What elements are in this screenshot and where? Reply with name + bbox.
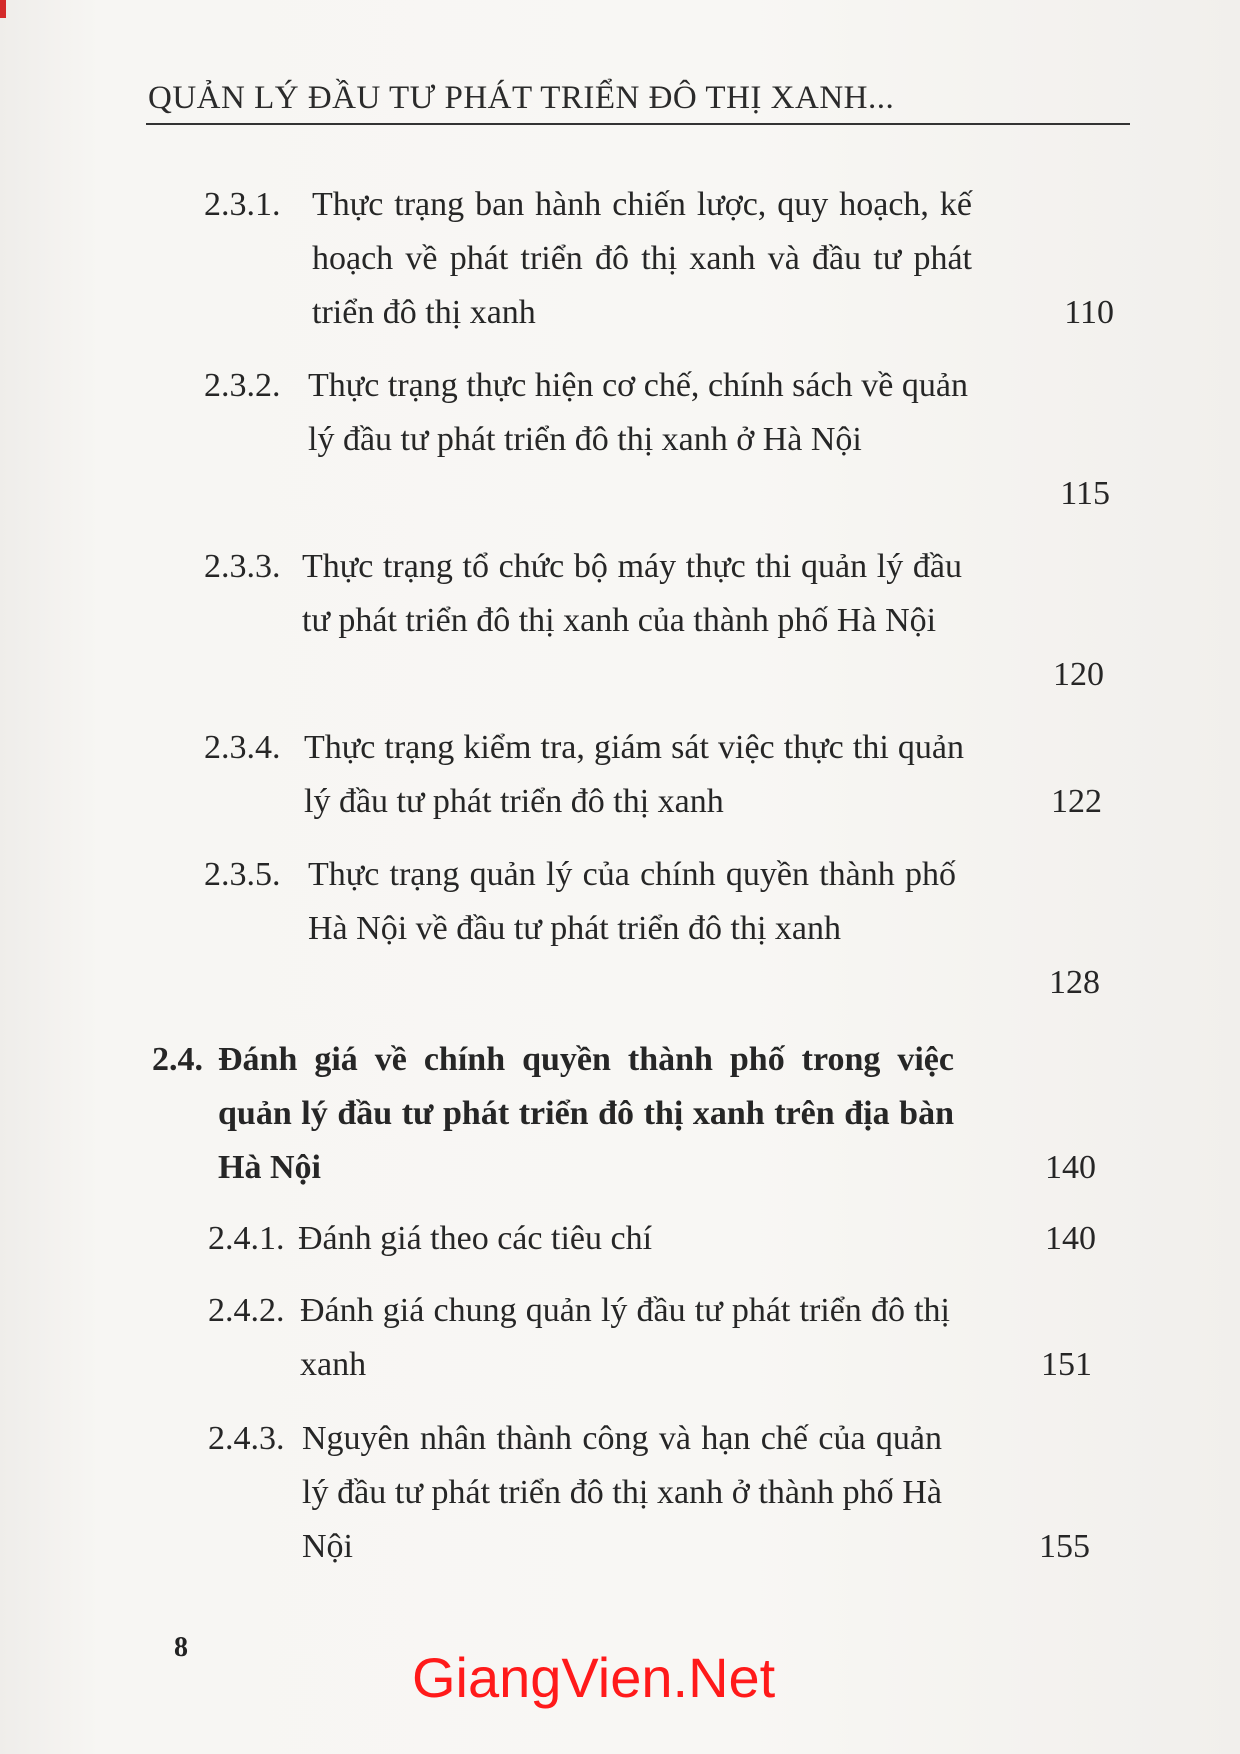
toc-entry-number: 2.4.3. xyxy=(208,1420,285,1457)
toc-entry xyxy=(204,540,1124,702)
watermark-link[interactable]: GiangVien.Net xyxy=(412,1646,776,1709)
toc-entry-page: 122 xyxy=(1051,783,1102,820)
toc-entry-title: Đánh giá theo các tiêu chí xyxy=(298,1220,653,1257)
toc-entry xyxy=(204,721,1124,829)
toc-entry-title: Đánh giá về chính quyền thành phố trong việc quản lý đầu tư phát triển đô thị xanh trên địa bàn Hà Nội xyxy=(218,1041,954,1186)
toc-entry-number: 2.3.4. xyxy=(204,729,281,766)
toc-entry-title: Thực trạng ban hành chiến lược, quy hoạch, kế hoạch về phát triển đô thị xanh và đầu tư phát triển đô thị xanh xyxy=(312,186,972,331)
toc-entry-page: 110 xyxy=(1064,294,1114,331)
toc-entry-title: Thực trạng quản lý của chính quyền thành phố Hà Nội về đầu tư phát triển đô thị xanh xyxy=(308,856,956,947)
toc-entry-number: 2.4. xyxy=(152,1041,203,1078)
toc-entry xyxy=(204,848,1124,1010)
toc-entry-title: Thực trạng tổ chức bộ máy thực thi quản lý đầu tư phát triển đô thị xanh của thành phố Hà Nội xyxy=(302,548,962,639)
toc-entry-page: 140 xyxy=(1045,1220,1096,1257)
toc-entry-number: 2.4.1. xyxy=(208,1220,285,1257)
toc-entry-number: 2.3.1. xyxy=(204,186,281,223)
toc-entry xyxy=(208,1412,1128,1574)
toc-entry-number: 2.4.2. xyxy=(208,1292,285,1329)
toc-entry-title: Thực trạng kiểm tra, giám sát việc thực thi quản lý đầu tư phát triển đô thị xanh xyxy=(304,729,964,820)
scan-edge-mark xyxy=(0,0,6,18)
toc-entry-page: 128 xyxy=(1049,964,1100,1001)
toc-entry-page: 155 xyxy=(1039,1528,1090,1565)
toc-entry-number: 2.3.3. xyxy=(204,548,281,585)
toc-entry-number: 2.3.5. xyxy=(204,856,281,893)
header-rule xyxy=(146,123,1130,125)
running-header-title: QUẢN LÝ ĐẦU TƯ PHÁT TRIỂN ĐÔ THỊ XANH... xyxy=(148,80,895,116)
toc-entry xyxy=(204,359,1124,521)
toc-entry-title: Đánh giá chung quản lý đầu tư phát triển đô thị xanh xyxy=(300,1292,950,1383)
toc-entry-title: Thực trạng thực hiện cơ chế, chính sách về quản lý đầu tư phát triển đô thị xanh ở Hà Nội xyxy=(308,367,968,458)
page-number: 8 xyxy=(174,1632,188,1663)
toc-entry-page: 151 xyxy=(1041,1346,1092,1383)
toc-entry xyxy=(208,1284,1128,1392)
toc-entry-title: Nguyên nhân thành công và hạn chế của quản lý đầu tư phát triển đô thị xanh ở thành phố Hà Nội xyxy=(302,1420,942,1565)
toc-entry-number: 2.3.2. xyxy=(204,367,281,404)
toc-entry xyxy=(204,178,1124,340)
toc-section-entry xyxy=(152,1033,1112,1195)
toc-entry-page: 120 xyxy=(1053,656,1104,693)
toc-entry xyxy=(208,1212,1128,1266)
toc-entry-page: 140 xyxy=(1045,1149,1096,1186)
toc-entry-page: 115 xyxy=(1060,475,1110,512)
